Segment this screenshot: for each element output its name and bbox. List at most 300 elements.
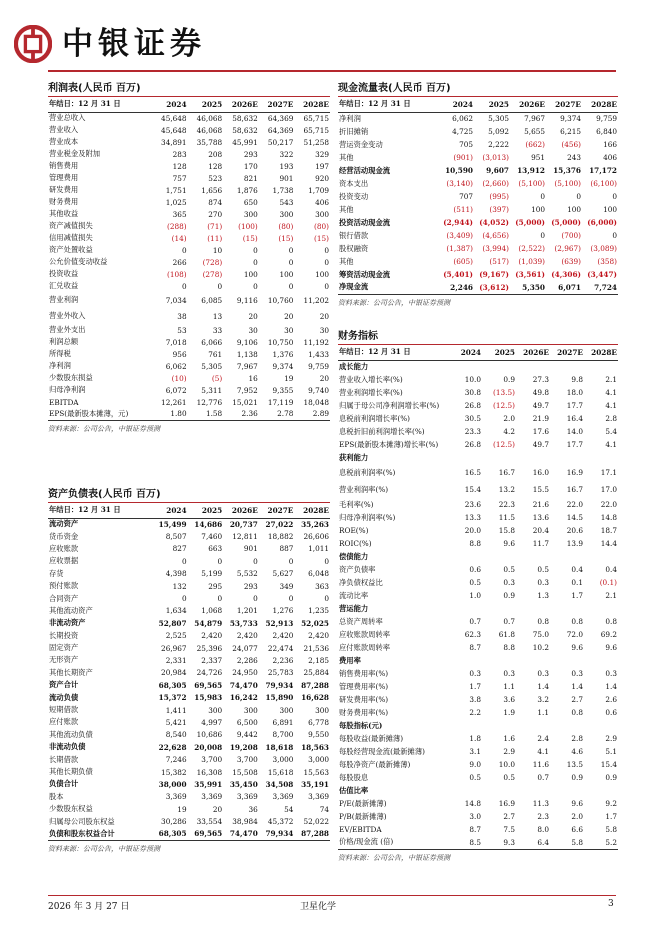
cell-value: 100 — [243, 269, 258, 279]
row-label: 应收账款 — [49, 543, 79, 553]
cell-value: 74,470 — [223, 828, 259, 840]
cell-value: 72.0 — [566, 630, 583, 639]
cell-value: 30 — [248, 325, 258, 335]
table-row — [48, 691, 330, 703]
cell-value: 4.1 — [605, 401, 617, 410]
cell-value: 15,382 — [161, 767, 187, 777]
row-label: 其他长期资产 — [49, 667, 93, 677]
cell-value: 3,700 — [201, 755, 223, 765]
cell-value: 5,092 — [488, 127, 509, 136]
row-label: 费用率 — [339, 655, 361, 665]
cell-value: 1.80 — [152, 408, 188, 420]
cell-value: 0 — [181, 594, 187, 604]
cell-value: 2,222 — [488, 140, 509, 149]
cell-value: 951 — [531, 153, 545, 162]
row-label: 营业总收入 — [49, 113, 86, 123]
cell-value: 21.6 — [532, 500, 549, 509]
column-header: 2025 — [188, 97, 224, 112]
cell-value — [584, 451, 618, 464]
table-row — [48, 372, 330, 384]
cell-value — [584, 360, 618, 373]
cashflow-statement — [338, 82, 618, 308]
cell-value: 26,967 — [161, 643, 187, 653]
cell-value: (3,409) — [446, 231, 473, 240]
cell-value: 1,709 — [308, 185, 329, 195]
cashflow-source: 资料来源：公司公告，中银证券预测 — [338, 298, 450, 307]
year-end-label: 年结日：12 月 31 日 — [338, 345, 448, 360]
cell-value — [482, 550, 516, 563]
row-label: EV/EBITDA — [339, 825, 382, 834]
cell-value: 9.2 — [605, 799, 617, 808]
cell-value: 2,420 — [201, 631, 223, 641]
cell-value: 2,337 — [201, 655, 223, 665]
table-header-row — [48, 97, 330, 112]
row-label: 长期投资 — [49, 630, 79, 640]
row-label: 毛利率(%) — [339, 499, 374, 509]
cell-value: 0.8 — [571, 617, 583, 626]
cell-value: 64,369 — [267, 125, 294, 135]
cell-value — [584, 784, 618, 797]
cell-value: 0.8 — [537, 617, 549, 626]
cell-value: 0 — [576, 192, 581, 201]
boc-logo-icon — [14, 25, 52, 63]
cell-value: 54,879 — [194, 618, 223, 628]
cell-value: 0 — [181, 281, 187, 291]
row-label: 折旧摊销 — [339, 126, 369, 136]
cell-value: 0.3 — [469, 669, 481, 678]
row-label: 信用减值损失 — [49, 233, 93, 242]
cell-value: 757 — [172, 173, 187, 183]
table-row — [48, 518, 330, 530]
income-source: 资料来源：公司公告，中银证券预测 — [48, 424, 160, 433]
row-label: 汇兑收益 — [49, 281, 79, 290]
table-row — [338, 511, 618, 524]
cell-value: 9.8 — [571, 375, 583, 384]
cell-value: (5,000) — [515, 218, 545, 227]
row-label: 应付账款 — [49, 717, 79, 727]
cell-value: 5.8 — [550, 836, 584, 849]
cell-value: 18,048 — [303, 397, 329, 407]
row-label: 营运资金变动 — [339, 139, 383, 149]
cell-value: 26,606 — [303, 532, 329, 542]
column-header: 2026E — [510, 97, 546, 112]
table-header-row — [48, 503, 330, 518]
table-header-row — [338, 345, 618, 360]
cell-value: 1,025 — [165, 197, 187, 207]
cell-value: 35,263 — [301, 519, 329, 529]
cell-value: (456) — [561, 140, 581, 149]
cell-value: 4.6 — [571, 747, 583, 756]
cell-value: 16,628 — [301, 693, 329, 703]
table-row — [338, 360, 618, 373]
cell-value — [584, 719, 618, 732]
year-end-label: 年结日：12 月 31 日 — [48, 97, 152, 112]
table-row — [338, 229, 618, 242]
cell-value: 33,554 — [196, 817, 223, 827]
row-label: 流动比率 — [339, 590, 369, 600]
cell-value: 20 — [284, 311, 294, 321]
cell-value: 9.6 — [571, 799, 583, 808]
table-row — [48, 360, 330, 372]
cell-value: 1.58 — [188, 408, 224, 420]
cell-value: 0 — [181, 245, 187, 255]
cell-value: 100 — [315, 269, 329, 279]
cell-value: (358) — [597, 257, 617, 266]
column-header: 2025 — [474, 97, 510, 112]
cell-value: 14,686 — [194, 519, 223, 529]
cell-value: 19,208 — [229, 742, 258, 752]
cell-value: 300 — [208, 705, 223, 715]
table-row — [338, 576, 618, 589]
cell-value: 25,396 — [196, 643, 223, 653]
cell-value: 1,433 — [308, 349, 329, 359]
balance-table — [48, 503, 330, 841]
cell-value: 100 — [279, 269, 294, 279]
cell-value: 15,021 — [232, 397, 258, 407]
row-label: 每股净资产(最新摊薄) — [339, 759, 411, 769]
cell-value: 9,374 — [560, 114, 581, 124]
cell-value: (639) — [561, 257, 581, 266]
row-label: 营运能力 — [339, 603, 369, 613]
table-row — [48, 244, 330, 256]
table-row — [48, 396, 330, 408]
cell-value: 0.8 — [605, 617, 617, 626]
column-header: 2027E — [259, 503, 295, 518]
cell-value: 0 — [288, 257, 294, 267]
cell-value: 1,138 — [236, 349, 258, 359]
cell-value: 5.2 — [584, 836, 618, 849]
cell-value — [448, 602, 482, 615]
cell-value: 0.5 — [469, 578, 481, 587]
cell-value: 193 — [279, 161, 294, 171]
row-label: 利润总额 — [49, 337, 79, 346]
year-end-label: 年结日：12 月 31 日 — [338, 97, 438, 112]
cell-value: 69.2 — [600, 630, 617, 639]
cell-value: 2.36 — [223, 408, 259, 420]
cell-value: 22,628 — [158, 742, 187, 752]
cell-value: 300 — [315, 705, 329, 715]
row-label: 其他 — [339, 204, 354, 214]
table-row — [48, 555, 330, 567]
cell-value: 2.3 — [537, 812, 549, 821]
table-row — [48, 348, 330, 360]
table-row — [48, 766, 330, 778]
cell-value: 10,760 — [267, 295, 294, 305]
table-row — [48, 741, 330, 753]
cell-value: 9,759 — [596, 114, 617, 124]
cell-value: 13.2 — [498, 485, 515, 494]
cell-value: 13.6 — [532, 513, 549, 522]
cell-value: 1.1 — [503, 682, 515, 691]
cell-value: 9,607 — [486, 166, 509, 175]
cell-value: 3.0 — [469, 812, 481, 821]
cell-value: (0.1) — [599, 578, 617, 587]
cell-value: 0.7 — [503, 617, 515, 626]
cell-value: (3,089) — [590, 244, 617, 253]
cell-value: 79,934 — [259, 828, 295, 840]
row-label: 应收账款周转率 — [339, 629, 391, 639]
cell-value: 8.5 — [448, 836, 482, 849]
table-row — [338, 667, 618, 680]
row-label: 资产负债率 — [339, 564, 376, 574]
table-row — [48, 791, 330, 803]
cell-value: 3,700 — [236, 755, 258, 765]
row-label: ROE(%) — [339, 526, 369, 535]
row-label: 非流动负债 — [49, 742, 86, 752]
row-label: 归属母公司股东权益 — [49, 816, 115, 826]
cell-value: 266 — [172, 257, 187, 267]
header — [14, 24, 206, 64]
cell-value: 49.8 — [532, 388, 549, 397]
row-label: 经营活动现金流 — [339, 165, 391, 175]
cell-value: 45,648 — [161, 113, 187, 123]
row-label: 估值比率 — [339, 785, 369, 795]
cell-value: 1,068 — [201, 606, 223, 616]
cell-value: 365 — [172, 209, 187, 219]
table-row — [338, 745, 618, 758]
cell-value: 322 — [279, 149, 294, 159]
row-label: 资本支出 — [339, 178, 369, 188]
row-label: 长期借款 — [49, 754, 79, 764]
cell-value: 51,258 — [303, 137, 329, 147]
cell-value: 406 — [603, 153, 617, 162]
footer-rule — [48, 895, 616, 896]
cell-value: 0.3 — [537, 669, 549, 678]
cell-value: 26.8 — [464, 440, 481, 449]
cell-value: 0 — [324, 556, 329, 566]
cell-value: 17.0 — [600, 485, 617, 494]
cell-value: 9,116 — [236, 295, 258, 305]
cell-value: (517) — [489, 257, 509, 266]
cell-value: 15,376 — [553, 166, 581, 175]
cell-value: 17.6 — [532, 427, 549, 436]
cashflow-table — [338, 97, 618, 295]
table-row — [338, 810, 618, 823]
table-row — [48, 580, 330, 592]
cell-value: 14.4 — [600, 539, 617, 548]
cell-value: 6,891 — [272, 717, 294, 727]
table-row — [338, 719, 618, 732]
table-row — [338, 190, 618, 203]
table-header-row — [338, 97, 618, 112]
cell-value: 17.7 — [566, 401, 583, 410]
cell-value: 20,008 — [194, 742, 223, 752]
cell-value: 2.2 — [469, 708, 481, 717]
cell-value: 128 — [172, 161, 187, 171]
cell-value: 100 — [603, 205, 617, 214]
cell-value — [516, 451, 550, 464]
cell-value: 901 — [243, 544, 258, 554]
cell-value: 650 — [243, 197, 258, 207]
cell-value: (3,140) — [446, 179, 473, 188]
cell-value: 1.7 — [605, 812, 617, 821]
balance-source: 资料来源：公司公告，中银证券预测 — [48, 844, 160, 853]
cell-value: 25,783 — [267, 668, 294, 678]
table-row — [338, 758, 618, 771]
income-title: 利润表(人民币 百万) — [48, 82, 330, 97]
table-row — [338, 373, 618, 386]
cell-value: 707 — [459, 192, 473, 201]
cell-value: 3.2 — [537, 695, 549, 704]
cell-value: 349 — [279, 581, 294, 591]
cell-value: 0.4 — [605, 565, 617, 574]
table-row — [48, 778, 330, 790]
cell-value: 3.1 — [469, 747, 481, 756]
cell-value: 7.5 — [503, 825, 515, 834]
cell-value: 6,062 — [165, 361, 187, 371]
cell-value: 1,751 — [165, 185, 187, 195]
row-label: 财务费用 — [49, 197, 79, 206]
cell-value: 4,997 — [201, 717, 223, 727]
cell-value: 705 — [459, 140, 473, 149]
row-label: 投资活动现金流 — [339, 217, 391, 227]
row-label: 资产合计 — [49, 680, 79, 690]
cell-value: (4,656) — [482, 231, 509, 240]
row-label: 其他收益 — [49, 209, 79, 218]
cell-value: 45,991 — [232, 137, 258, 147]
cell-value: (2,967) — [554, 244, 581, 253]
cell-value: 7,246 — [165, 755, 187, 765]
table-row — [338, 563, 618, 576]
cell-value: 270 — [208, 209, 223, 219]
cell-value: 1.8 — [469, 734, 481, 743]
cell-value: 23.6 — [464, 500, 481, 509]
cell-value: 17.7 — [566, 440, 583, 449]
cell-value: 11.7 — [532, 539, 549, 548]
cell-value — [550, 451, 584, 464]
cell-value: 100 — [531, 205, 545, 214]
cell-value: 52,807 — [158, 618, 187, 628]
cell-value: 0 — [540, 192, 545, 201]
cell-value: 406 — [315, 197, 329, 207]
cell-value: 24,950 — [232, 668, 258, 678]
row-label: 投资变动 — [339, 191, 369, 201]
row-label: 总资产周转率 — [339, 616, 383, 626]
cell-value: (3,447) — [587, 270, 617, 279]
cell-value: 0.8 — [571, 708, 583, 717]
column-header: 2024 — [448, 345, 482, 360]
cell-value: 18,882 — [267, 532, 294, 542]
cell-value: 5.4 — [605, 427, 617, 436]
table-row — [48, 172, 330, 184]
cell-value: 0.9 — [503, 375, 515, 384]
cell-value: 2,420 — [308, 631, 329, 641]
table-row — [48, 667, 330, 679]
cell-value: 14.8 — [464, 799, 481, 808]
table-row — [48, 642, 330, 654]
row-label: 息税折旧前利润增长率(%) — [339, 426, 425, 436]
cell-value: 132 — [172, 581, 187, 591]
cell-value: 35,788 — [196, 137, 223, 147]
cell-value: 3,369 — [272, 792, 294, 802]
cell-value: 761 — [208, 349, 223, 359]
cell-value: 3,369 — [201, 792, 223, 802]
cell-value: 4.1 — [605, 388, 617, 397]
row-label: 公允价值变动收益 — [49, 257, 108, 266]
cell-value: 22,474 — [267, 643, 294, 653]
row-label: 非流动资产 — [49, 618, 86, 628]
cell-value: 5,199 — [201, 569, 223, 579]
cell-value: 11.6 — [532, 760, 549, 769]
cell-value: 52,913 — [265, 618, 294, 628]
row-label: 少数股东权益 — [49, 804, 93, 814]
cell-value: 38 — [177, 311, 187, 321]
cell-value: 11.3 — [532, 799, 549, 808]
cell-value: 7,460 — [201, 532, 223, 542]
row-label: 存货 — [49, 568, 64, 578]
cell-value: 16.7 — [498, 468, 515, 477]
cell-value: 0.9 — [571, 773, 583, 782]
cell-value: (278) — [202, 269, 223, 279]
cell-value: 17.1 — [600, 468, 617, 477]
table-row — [338, 732, 618, 745]
cell-value: (100) — [238, 221, 258, 231]
cell-value: 0 — [324, 594, 329, 604]
cell-value: 22.0 — [600, 500, 617, 509]
cell-value: 79,934 — [265, 680, 294, 690]
row-label: 研发费用 — [49, 185, 79, 194]
cell-value: 13,912 — [517, 166, 545, 175]
cell-value: 0.6 — [469, 565, 481, 574]
cell-value: 0 — [612, 192, 617, 201]
row-label: 归母净利润率(%) — [339, 512, 396, 522]
table-row — [338, 399, 618, 412]
cell-value: 30 — [319, 325, 329, 335]
cell-value: 15,499 — [158, 519, 187, 529]
cell-value: 16.0 — [532, 468, 549, 477]
column-header: 2024 — [152, 97, 188, 112]
row-label: 成长能力 — [339, 361, 369, 371]
cell-value: 9,550 — [308, 730, 329, 740]
column-header: 2028E — [584, 345, 618, 360]
cell-value: 10.2 — [532, 643, 549, 652]
cell-value: 920 — [315, 173, 329, 183]
cell-value: 2,331 — [165, 655, 187, 665]
cell-value: (5,100) — [518, 179, 545, 188]
cell-value: 35,450 — [229, 779, 258, 789]
cell-value — [516, 360, 550, 373]
cell-value: 68,305 — [152, 828, 188, 840]
cell-value: (700) — [561, 231, 581, 240]
table-row — [338, 412, 618, 425]
cell-value: 5.8 — [605, 825, 617, 834]
cell-value: 15,618 — [267, 767, 294, 777]
cell-value: 293 — [243, 581, 258, 591]
column-header: 2027E — [550, 345, 584, 360]
table-row — [338, 242, 618, 255]
row-label: 短期借款 — [49, 705, 79, 715]
cell-value: 9,355 — [272, 385, 294, 395]
cell-value: 5,627 — [272, 569, 294, 579]
table-row — [338, 138, 618, 151]
table-row — [338, 281, 618, 294]
cell-value: 2.4 — [537, 734, 549, 743]
cell-value: 14.5 — [566, 513, 583, 522]
cell-value: 100 — [567, 205, 581, 214]
cell-value: 13.5 — [566, 760, 583, 769]
cell-value: 24,077 — [232, 643, 258, 653]
cell-value: 38,984 — [232, 817, 258, 827]
row-label: P/B(最新摊薄) — [339, 811, 387, 821]
cell-value — [448, 719, 482, 732]
cell-value: (728) — [202, 257, 223, 267]
cell-value: (5,401) — [443, 270, 473, 279]
row-label: 预付账款 — [49, 581, 79, 591]
cell-value — [550, 784, 584, 797]
cell-value: 5,350 — [510, 281, 546, 294]
cell-value: 0.5 — [503, 565, 515, 574]
table-row — [48, 729, 330, 741]
